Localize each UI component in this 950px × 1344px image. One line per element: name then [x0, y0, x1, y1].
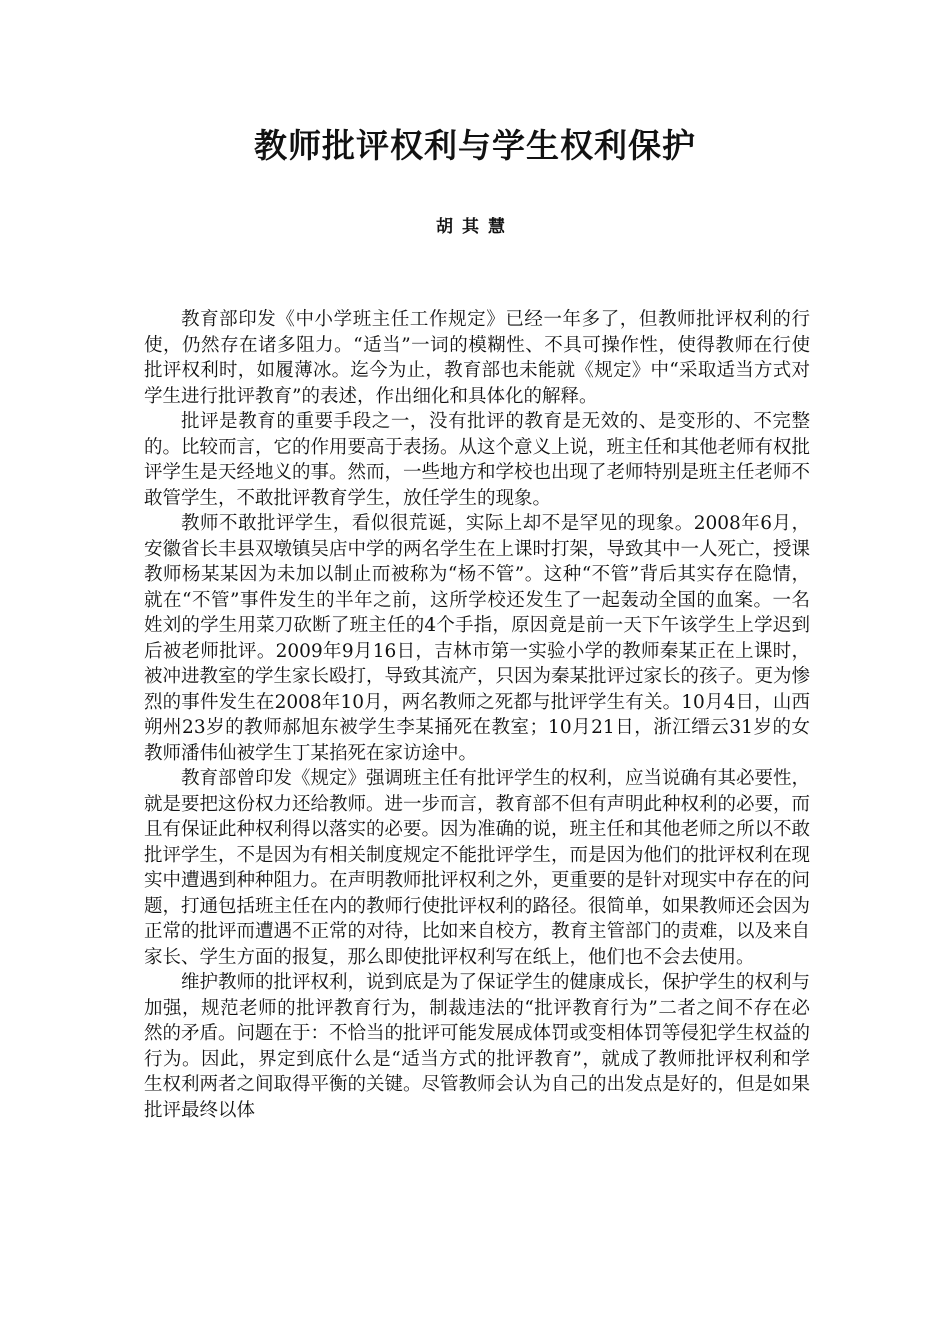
- author-name: 胡其慧: [436, 217, 514, 237]
- document-title: 教师批评权利与学生权利保护: [254, 126, 696, 165]
- paragraph: 教育部曾印发《规定》强调班主任有批评学生的权利，应当说确有其必要性，就是要把这份权力还给教师。进一步而言，教育部不但有声明此种权利的必要，而且有保证此种权利得以落实的必要。因为准确的说，班主任和其他老师之所以不敢批评学生，不是因为有相关制度规定不能批评学生，而是因为他们的批评权利在现实中遭遇到种种阻力。在声明教师批评权利之外，更重要的是针对现实中存在的问题，打通包括班主任在内的教师行使批评权利的路径。很简单，如果教师还会因为正常的批评而遭遇不正常的对待，比如来自校方，教育主管部门的责难，以及来自家长、学生方面的报复，那么即使批评权利写在纸上，他们也不会去使用。: [144, 768, 811, 968]
- paragraph: 批评是教育的重要手段之一，没有批评的教育是无效的、是变形的、不完整的。比较而言，它的作用要高于表扬。从这个意义上说，班主任和其他老师有权批评学生是天经地义的事。然而，一些地方和学校也出现了老师特别是班主任老师不敢管学生，不敢批评教育学生，放任学生的现象。: [144, 411, 811, 509]
- paragraph: 教育部印发《中小学班主任工作规定》已经一年多了，但教师批评权利的行使，仍然存在诸多阻力。“适当”一词的模糊性、不具可操作性，使得教师在行使批评权利时，如履薄冰。迄今为止，教育部也未能就《规定》中“采取适当方式对学生进行批评教育”的表述，作出细化和具体化的解释。: [144, 309, 810, 407]
- document-body: [144, 307, 810, 1123]
- paragraph: 教师不敢批评学生，看似很荒诞，实际上却不是罕见的现象。2008年6月，安徽省长丰县双墩镇吴店中学的两名学生在上课时打架，导致其中一人死亡，授课教师杨某某因为未加以制止而被称为“杨不管”。这种“不管”背后其实存在隐情，就在“不管”事件发生的半年之前，这所学校还发生了一起轰动全国的血案。一名姓刘的学生用菜刀砍断了班主任的4个手指，原因竟是前一天下午该学生上学迟到后被老师批评。2009年9月16日，吉林市第一实验小学的教师秦某正在上课时，被冲进教室的学生家长殴打，导致其流产，只因为秦某批评过家长的孩子。更为惨烈的事件发生在2008年10月，两名教师之死都与批评学生有关。10月4日，山西朔州23岁的教师郝旭东被学生李某捅死在教室；10月21日，浙江缙云31岁的女教师潘伟仙被学生丁某掐死在家访途中。: [144, 513, 811, 764]
- paragraph: 维护教师的批评权利，说到底是为了保证学生的健康成长，保护学生的权利与加强，规范老师的批评教育行为，制裁违法的“批评教育行为”二者之间不存在必然的矛盾。问题在于：不恰当的批评可能发展成体罚或变相体罚等侵犯学生权益的行为。因此，界定到底什么是“适当方式的批评教育”，就成了教师批评权利和学生权利两者之间取得平衡的关键。尽管教师会认为自己的出发点是好的，但是如果批评最终以体: [144, 972, 811, 1121]
